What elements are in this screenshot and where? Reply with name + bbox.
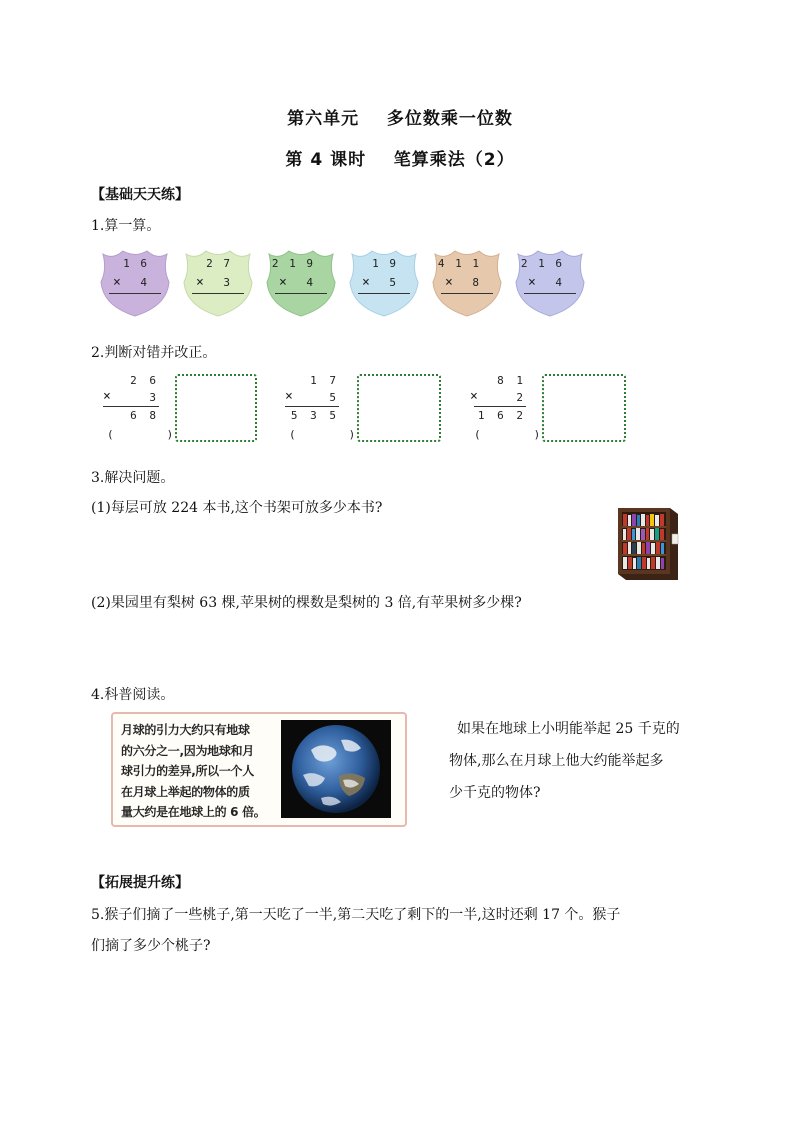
question-3-part-1: (1)每层可放 224 本书,这个书架可放多少本书?: [91, 500, 383, 516]
shield-multiplier: 3: [223, 276, 230, 289]
shield-multiplier: 5: [389, 276, 396, 289]
calc-multiplier: 3: [149, 391, 159, 404]
shield-multiplicand: 1 6: [123, 257, 149, 270]
multiply-sign: ×: [285, 389, 293, 404]
shield-multiplier: 4: [140, 276, 147, 289]
shield-problem: [514, 248, 586, 318]
answer-line: [285, 406, 339, 407]
correction-box[interactable]: [357, 374, 441, 442]
calc-multiplicand: 2 6: [130, 374, 159, 387]
calc-multiplicand: 1 7: [310, 374, 339, 387]
reading-line: 月球的引力大约只有地球: [121, 723, 250, 737]
question-4-label: 4.科普阅读。: [91, 687, 175, 703]
shield-multiplier: 4: [555, 276, 562, 289]
shield-problem: [348, 248, 420, 318]
question-line: 如果在地球上小明能举起 25 千克的: [457, 721, 680, 737]
shield-multiplicand: 2 1 9: [271, 257, 315, 270]
multiply-sign: ×: [445, 275, 453, 290]
shield-problem: [182, 248, 254, 318]
question-3-part-2: (2)果园里有梨树 63 棵,苹果树的棵数是梨树的 3 倍,有苹果树多少棵?: [91, 595, 522, 611]
calc-result: 5 3 5: [290, 409, 339, 422]
calc-multiplicand: 8 1: [497, 374, 526, 387]
judgement-blank[interactable]: ( ): [474, 428, 541, 441]
unit-title: 第六单元 多位数乘一位数: [287, 109, 513, 129]
correction-box[interactable]: [175, 374, 257, 442]
check-calculation: [470, 372, 541, 444]
multiply-sign: ×: [113, 275, 121, 290]
calc-multiplier: 5: [329, 391, 339, 404]
lesson-title: 第 4 课时 笔算乘法（2）: [285, 150, 515, 170]
answer-line: [275, 293, 327, 294]
calc-result: 6 8: [130, 409, 159, 422]
shield-problem: [265, 248, 337, 318]
science-reading-card: [111, 712, 407, 827]
judgement-blank[interactable]: ( ): [107, 428, 174, 441]
question-3-label: 3.解决问题。: [91, 470, 175, 486]
answer-line: [103, 406, 159, 407]
shield-multiplicand: 4 1 1: [437, 257, 481, 270]
check-calculation: [103, 372, 174, 444]
question-5-line-1: 5.猴子们摘了一些桃子,第一天吃了一半,第二天吃了剩下的一半,这时还剩 17 个。猴子: [91, 907, 621, 923]
multiply-sign: ×: [470, 389, 478, 404]
question-line: 少千克的物体?: [449, 785, 541, 801]
answer-line: [192, 293, 244, 294]
question-1-label: 1.算一算。: [91, 218, 161, 234]
answer-line: [441, 293, 493, 294]
bookcase-icon: [614, 506, 684, 582]
section-extension-practice: 【拓展提升练】: [91, 875, 189, 891]
question-5-line-2: 们摘了多少个桃子?: [91, 938, 211, 954]
multiply-sign: ×: [103, 389, 111, 404]
check-calculation: [285, 372, 356, 444]
question-line: 物体,那么在月球上他大约能举起多: [449, 753, 664, 769]
reading-passage: [121, 720, 279, 823]
shield-multiplier: 8: [472, 276, 479, 289]
shield-problem: [99, 248, 171, 318]
question-4-text: [449, 713, 680, 809]
calc-multiplier: 2: [516, 391, 526, 404]
earth-icon: [281, 720, 391, 818]
answer-line: [109, 293, 161, 294]
reading-line: 的六分之一,因为地球和月: [121, 743, 254, 758]
shield-multiplier: 4: [306, 276, 313, 289]
answer-line: [524, 293, 576, 294]
shield-problem: [431, 248, 503, 318]
judgement-blank[interactable]: ( ): [289, 428, 356, 441]
reading-line: 在月球上举起的物体的质: [121, 784, 250, 799]
multiply-sign: ×: [196, 275, 204, 290]
calc-result: 1 6 2: [477, 409, 526, 422]
question-2-label: 2.判断对错并改正。: [91, 345, 217, 361]
answer-line: [474, 406, 526, 407]
answer-line: [358, 293, 410, 294]
correction-box[interactable]: [542, 374, 626, 442]
shield-multiplicand: 1 9: [372, 257, 398, 270]
reading-line: 球引力的差异,所以一个人: [121, 764, 254, 778]
shield-multiplicand: 2 7: [206, 257, 232, 270]
section-basic-practice: 【基础天天练】: [91, 187, 189, 203]
multiply-sign: ×: [279, 275, 287, 290]
multiply-sign: ×: [528, 275, 536, 290]
shield-multiplicand: 2 1 6: [520, 257, 564, 270]
reading-line: 量大约是在地球上的 6 倍。: [121, 805, 266, 819]
multiply-sign: ×: [362, 275, 370, 290]
